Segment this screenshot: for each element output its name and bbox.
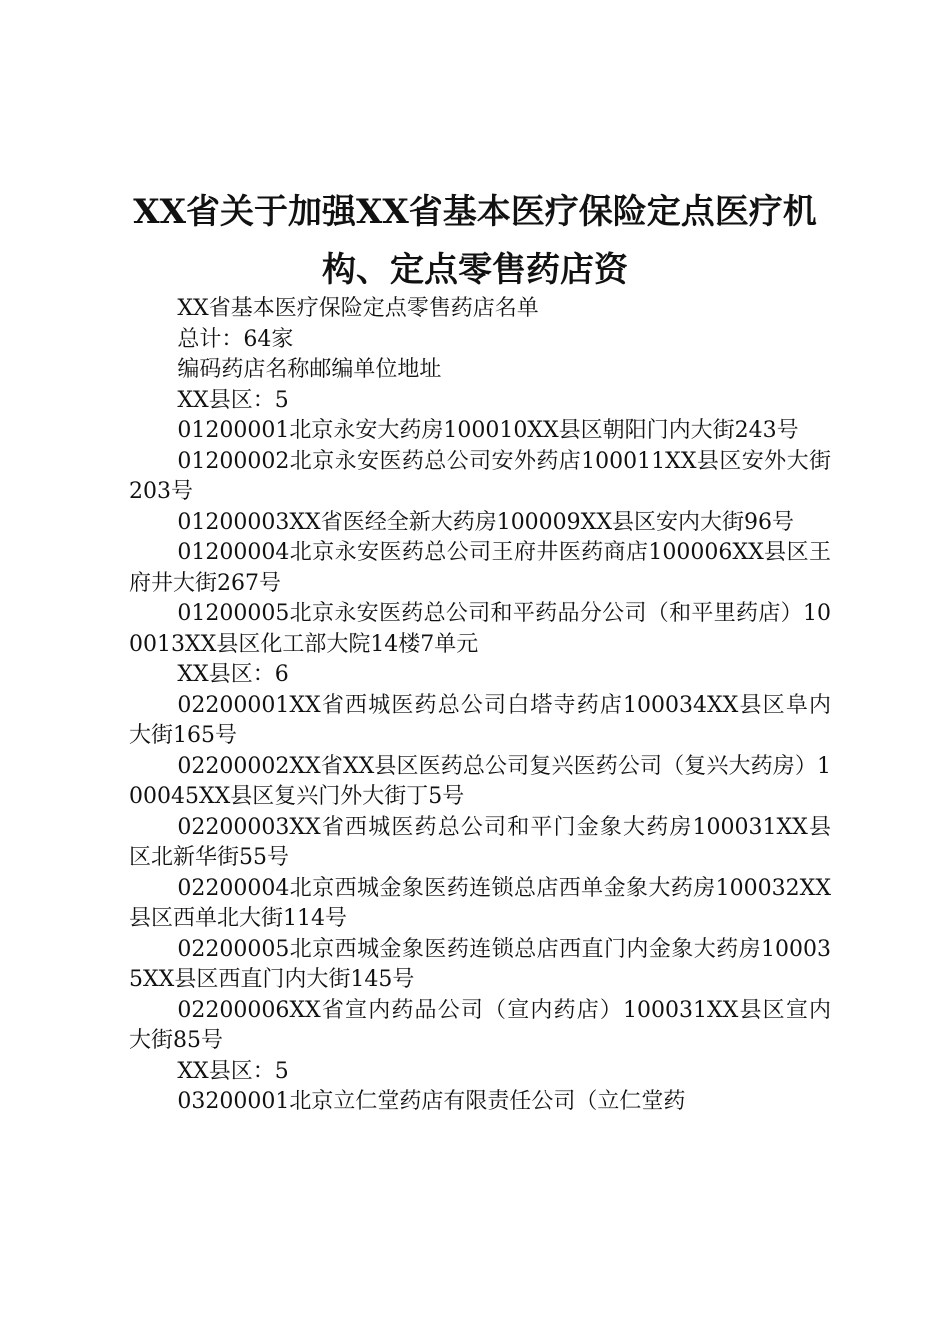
pharmacy-entry: 02200002XX省XX县区医药总公司复兴医药公司（复兴大药房）100045XX县区复兴门外大街丁5号 — [129, 753, 831, 809]
list-heading: XX省基本医疗保险定点零售药店名单 — [177, 296, 539, 321]
pharmacy-entry: 01200003XX省医经全新大药房100009XX县区安内大街96号 — [177, 509, 794, 535]
pharmacy-entry: 01200005北京永安医药总公司和平药品分公司（和平里药店）100013XX县区化工部大院14楼7单元 — [129, 601, 831, 657]
pharmacy-entry: 01200001北京永安大药房100010XX县区朝阳门内大街243号 — [177, 418, 799, 443]
district-heading: XX县区：5 — [177, 387, 289, 413]
district-heading: XX县区：5 — [177, 1058, 289, 1084]
pharmacy-entry: 02200003XX省西城医药总公司和平门金象大药房100031XX县区北新华街55号 — [129, 814, 831, 870]
pharmacy-entry: 02200004北京西城金象医药连锁总店西单金象大药房100032XX县区西单北大街114号 — [129, 875, 831, 931]
pharmacy-entry: 03200001北京立仁堂药店有限责任公司（立仁堂药 — [177, 1089, 686, 1114]
pharmacy-entry: 02200006XX省宣内药品公司（宣内药店）100031XX县区宣内大街85号 — [129, 997, 831, 1053]
document-title-line-2: 构、定点零售药店资 — [322, 250, 628, 290]
document-title-line-1: XX省关于加强XX省基本医疗保险定点医疗机 — [133, 192, 817, 232]
district-heading: XX县区：6 — [177, 662, 289, 687]
pharmacy-entry: 02200001XX省西城医药总公司白塔寺药店100034XX县区阜内大街165号 — [129, 692, 831, 748]
pharmacy-entry: 01200004北京永安医药总公司王府井医药商店100006XX县区王府井大街267号 — [129, 540, 831, 596]
document-body — [129, 294, 831, 1118]
pharmacy-entry: 02200005北京西城金象医药连锁总店西直门内金象大药房100035XX县区西直门内大街145号 — [129, 936, 831, 992]
column-headers: 编码药店名称邮编单位地址 — [177, 357, 442, 382]
pharmacy-entry: 01200002北京永安医药总公司安外药店100011XX县区安外大街203号 — [129, 448, 831, 504]
total-count: 总计：64家 — [177, 326, 294, 352]
